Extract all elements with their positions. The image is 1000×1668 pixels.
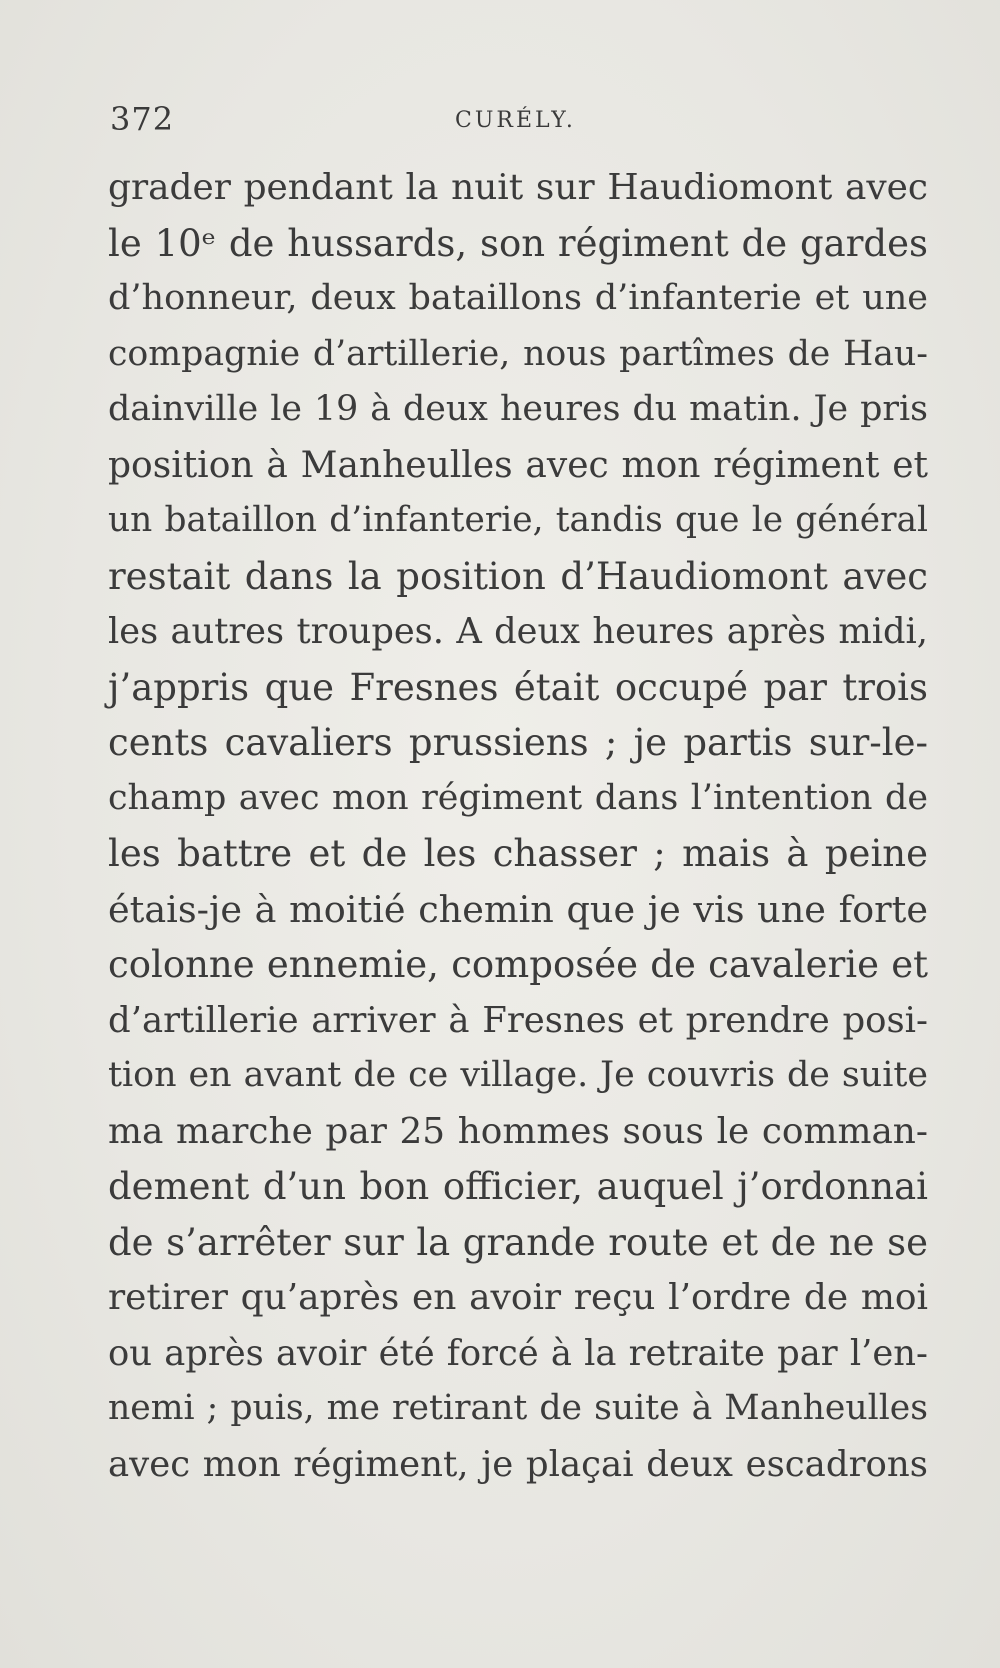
text-line: ma marche par 25 hommes sous le comman-	[108, 1110, 928, 1152]
body-text	[108, 160, 928, 1492]
text-line: les autres troupes. A deux heures après midi,	[108, 611, 928, 652]
text-line: cents cavaliers prussiens ; je partis sur-le-	[108, 721, 928, 764]
text-line: position à Manheulles avec mon régiment et	[108, 444, 928, 486]
text-line: étais-je à moitié chemin que je vis une forte	[108, 887, 928, 931]
text-line: colonne ennemie, composée de cavalerie et	[108, 943, 928, 986]
text-line: dement d’un bon officier, auquel j’ordonnai	[108, 1165, 928, 1208]
text-line: grader pendant la nuit sur Haudiomont avec	[108, 167, 928, 208]
text-line: d’artillerie arriver à Fresnes et prendre posi-	[108, 999, 928, 1041]
running-head	[110, 100, 910, 150]
text-line: ou après avoir été forcé à la retraite par l’en-	[108, 1332, 928, 1374]
text-line: de s’arrêter sur la grande route et de ne se	[108, 1220, 928, 1264]
text-line: nemi ; puis, me retirant de suite à Manheulles	[108, 1388, 928, 1428]
text-line: restait dans la position d’Haudiomont avec	[108, 554, 928, 598]
text-line: tion en avant de ce village. Je couvris de suite	[108, 1055, 928, 1095]
text-line: retirer qu’après en avoir reçu l’ordre de moi	[108, 1277, 928, 1318]
text-line: j’appris que Fresnes était occupé par trois	[108, 665, 928, 709]
text-line: les battre et de les chasser ; mais à peine	[108, 832, 928, 875]
text-line: d’honneur, deux bataillons d’infanterie et une	[108, 278, 928, 318]
text-line: le 10ᵉ de hussards, son régiment de gardes	[108, 221, 928, 265]
text-line: champ avec mon régiment dans l’intention de	[108, 777, 928, 818]
page-number: 372	[110, 100, 175, 138]
text-line: avec mon régiment, je plaçai deux escadrons	[108, 1443, 928, 1485]
text-line: compagnie d’artillerie, nous partîmes de Hau-	[108, 333, 928, 374]
text-line: un bataillon d’infanterie, tandis que le général	[108, 500, 928, 540]
running-title: CURÉLY.	[455, 108, 576, 133]
text-line: dainville le 19 à deux heures du matin. Je pris	[108, 389, 928, 429]
